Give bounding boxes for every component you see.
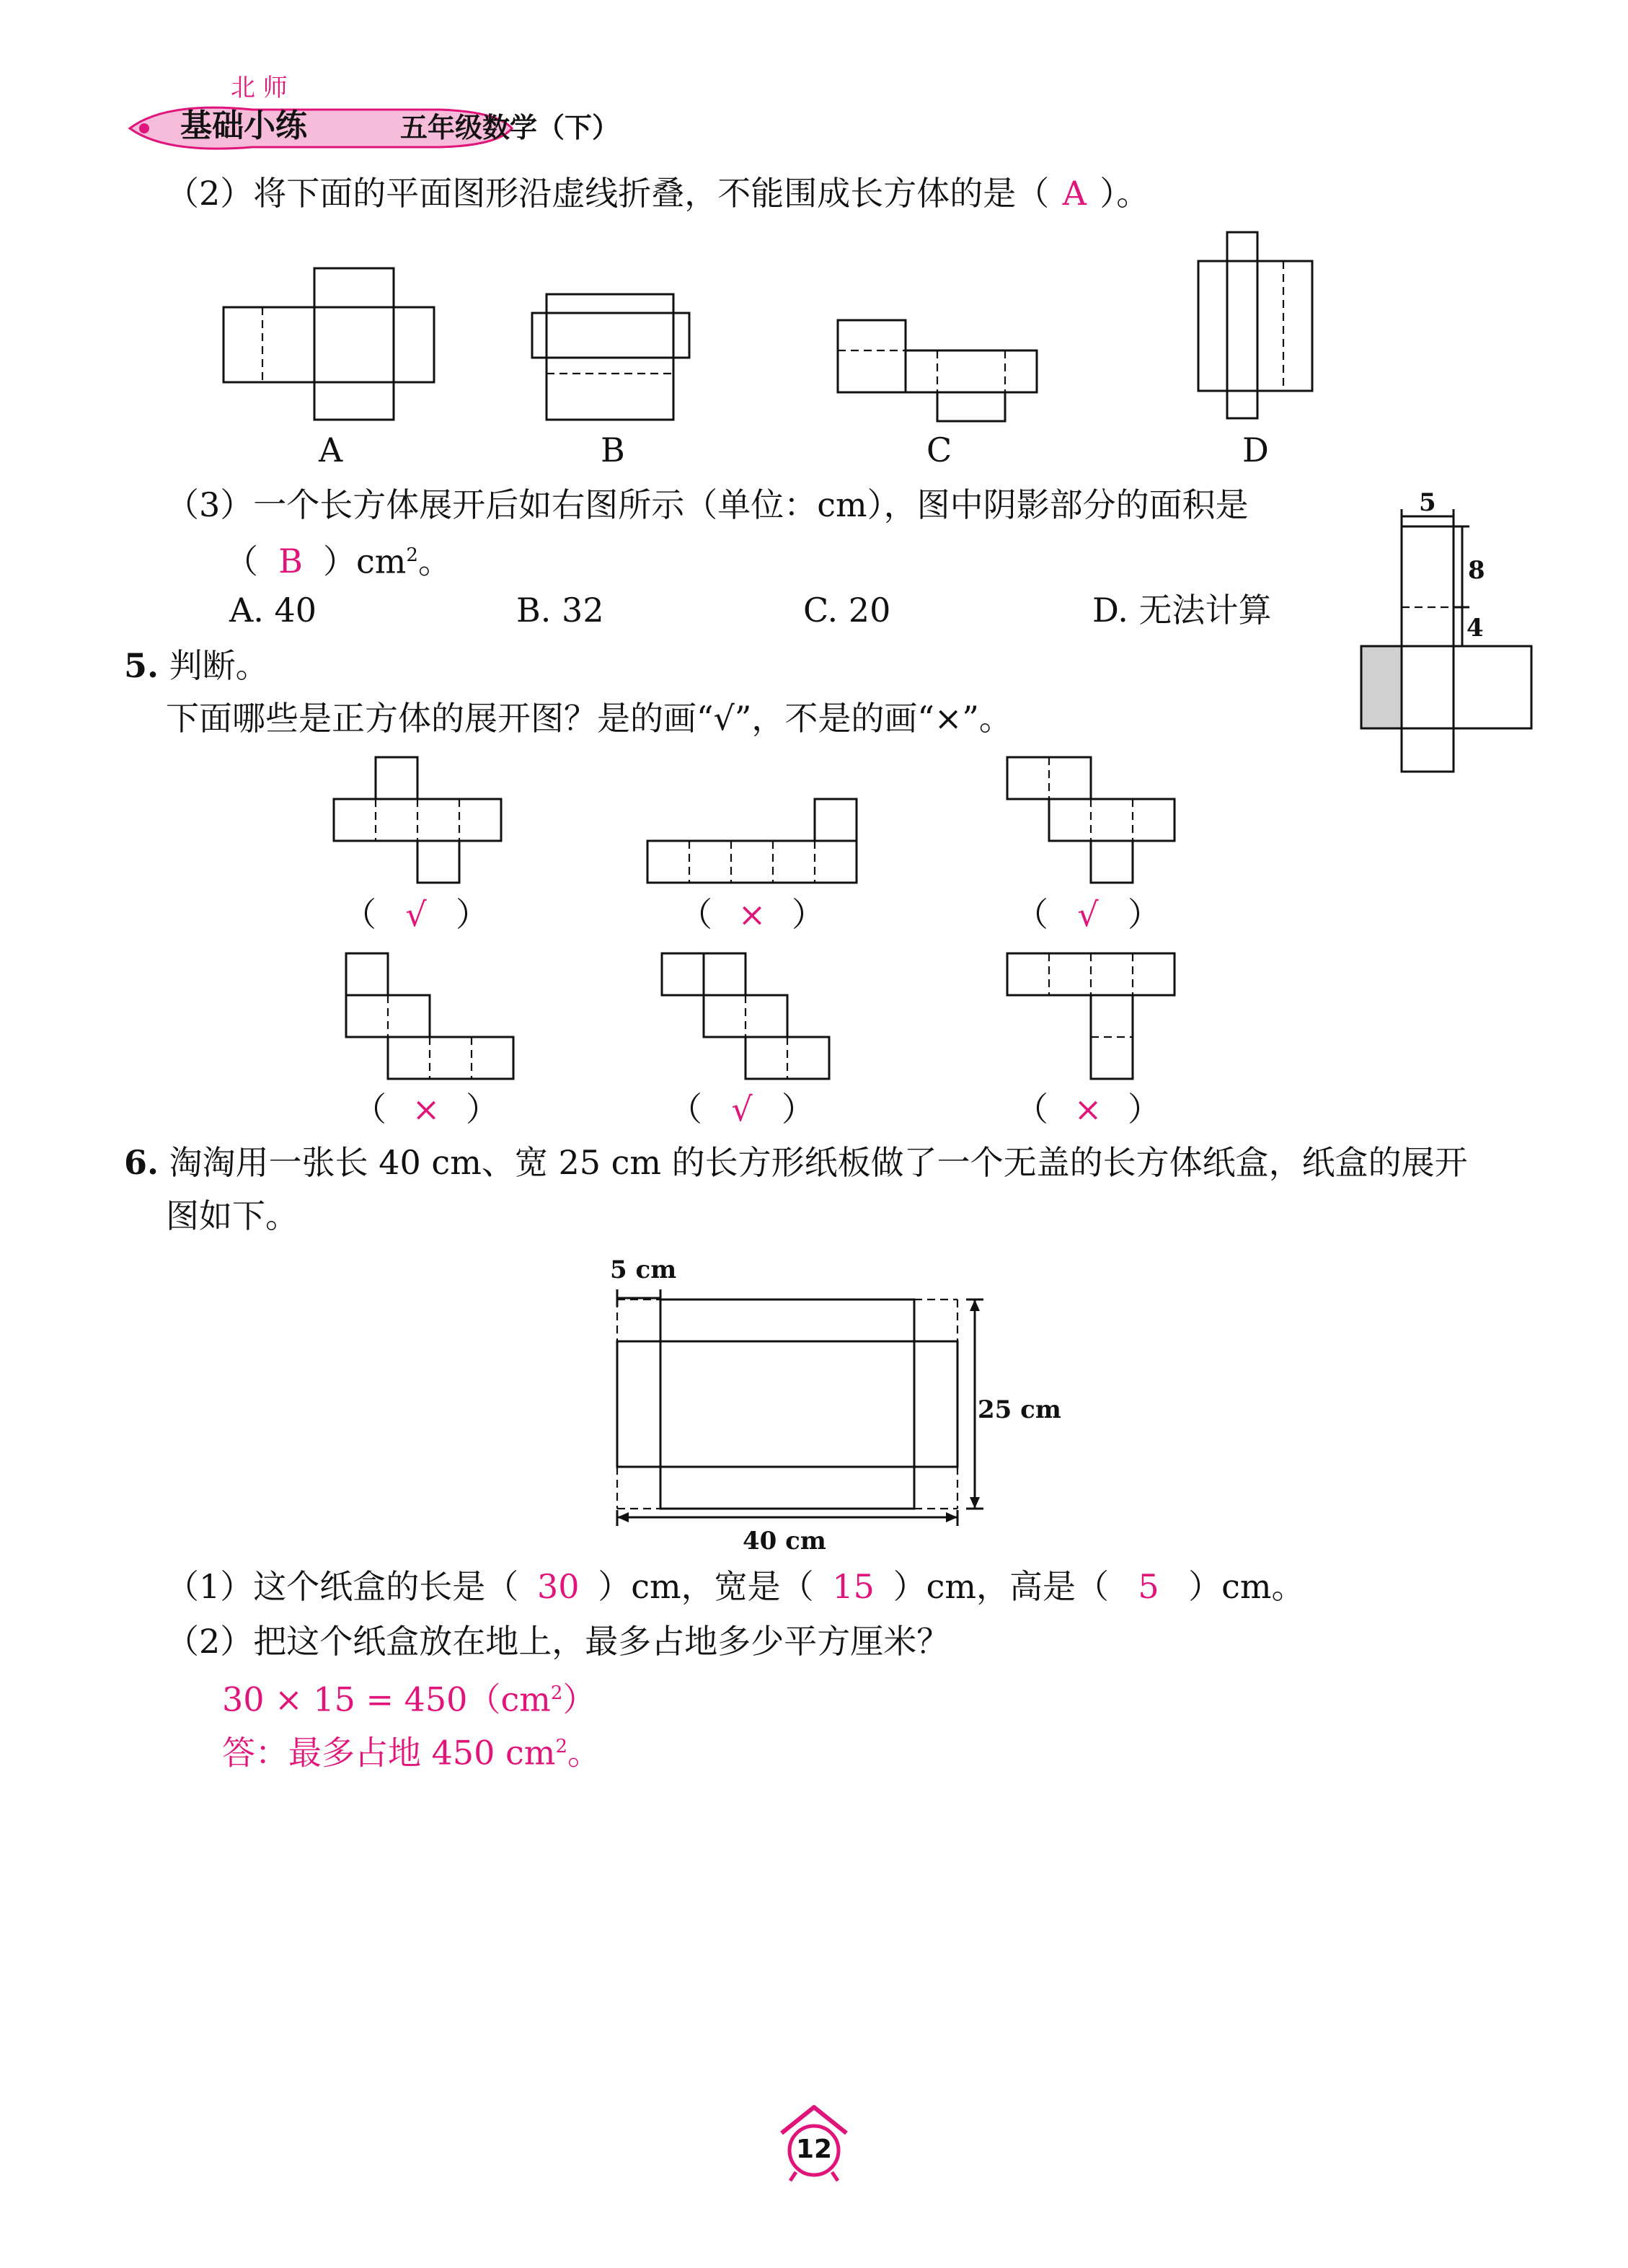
judgment-5-mark: √ xyxy=(731,1090,753,1129)
shaded-face xyxy=(1361,646,1402,728)
q5-instruction: 下面哪些是正方体的展开图？是的画“√”，不是的画“×”。 xyxy=(166,699,1012,738)
cube-net-3 xyxy=(1007,757,1180,887)
q6-line2: 图如下。 xyxy=(166,1196,298,1235)
judgment-4 xyxy=(353,1087,499,1131)
q4-2-question xyxy=(166,172,1149,215)
net-option-a-label: A xyxy=(319,431,343,469)
q4-3-question: （3）一个长方体展开后如右图所示（单位：cm），图中阴影部分的面积是 xyxy=(166,485,1249,524)
q4-3-open: （ xyxy=(225,542,258,581)
q6-text: 淘淘用一张长 40 cm、宽 25 cm 的长方形纸板做了一个无盖的长方体纸盒，纸盒的展开 xyxy=(169,1143,1468,1182)
q5-title: 判断。 xyxy=(169,646,269,685)
q6-part1 xyxy=(166,1565,1304,1608)
net-option-c-label: C xyxy=(926,431,952,469)
q4-3-choice-d: D. 无法计算 xyxy=(1092,591,1272,630)
judgment-4-close: ） xyxy=(466,1090,499,1129)
box-net-diagram xyxy=(606,1253,1110,1556)
cube-net-5 xyxy=(662,953,835,1083)
judgment-6-open: （ xyxy=(1015,1090,1048,1129)
q4-3-choice-a: A. 40 xyxy=(229,591,317,630)
judgment-5 xyxy=(669,1087,815,1131)
net-option-a xyxy=(224,268,440,427)
q6-line1 xyxy=(124,1141,1468,1184)
judgment-1 xyxy=(343,893,489,936)
q6-part2-answer xyxy=(222,1725,601,1774)
q4-3-unit: ）cm xyxy=(323,542,407,581)
q6-calc-sup: 2 xyxy=(550,1682,563,1704)
cube-net-6 xyxy=(1007,953,1180,1083)
q6-width-answer: 15 xyxy=(832,1567,875,1606)
judgment-1-open: （ xyxy=(343,895,376,934)
corner-label: 5 cm xyxy=(610,1256,677,1284)
net-option-d-label: D xyxy=(1242,431,1269,469)
net-option-c xyxy=(838,320,1054,428)
header-brand-top: 北 师 xyxy=(231,74,288,102)
q6-length-answer: 30 xyxy=(537,1567,580,1606)
header-brand-main: 基础小练 xyxy=(180,107,307,144)
net-option-b xyxy=(532,294,698,438)
cuboid-net-diagram xyxy=(1361,488,1505,772)
judgment-6-close: ） xyxy=(1128,1090,1161,1129)
net-option-d xyxy=(1198,232,1321,427)
net-option-b-label: B xyxy=(601,431,625,469)
q6-p1-a: （1）这个纸盒的长是（ xyxy=(166,1567,519,1606)
judgment-6-mark: × xyxy=(1074,1090,1102,1129)
q6-answer-end: 。 xyxy=(567,1733,601,1773)
q6-answer-sup: 2 xyxy=(555,1736,567,1757)
cube-net-1 xyxy=(334,757,507,887)
q4-3-choice-c: C. 20 xyxy=(803,591,891,630)
page-number: 12 xyxy=(795,2135,833,2164)
judgment-4-mark: × xyxy=(412,1090,441,1129)
q4-3-unit-sup: 2 xyxy=(406,544,418,566)
q4-3-choice-b: B. 32 xyxy=(516,591,604,630)
dim-8-label: 8 xyxy=(1468,556,1485,585)
q6-p1-c: ）cm，高是（ xyxy=(893,1567,1110,1606)
judgment-2-open: （ xyxy=(679,895,712,934)
judgment-5-close: ） xyxy=(782,1090,815,1129)
q6-p1-d: ）cm。 xyxy=(1188,1567,1305,1606)
cube-net-2 xyxy=(647,799,864,893)
q4-3-answer: B xyxy=(278,542,303,581)
cube-net-4 xyxy=(346,953,519,1083)
q5-heading xyxy=(124,644,269,687)
q6-part2-calc xyxy=(222,1672,596,1721)
q6-height-answer: 5 xyxy=(1138,1567,1159,1606)
q4-3-answer-line xyxy=(225,534,451,583)
judgment-2-mark: × xyxy=(738,895,766,934)
judgment-3-open: （ xyxy=(1015,895,1048,934)
q6-calc-end: ） xyxy=(562,1680,596,1719)
judgment-3-mark: √ xyxy=(1077,895,1099,934)
q4-2-prefix: （2）将下面的平面图形沿虚线折叠，不能围成长方体的是（ xyxy=(166,174,1050,213)
q6-number: 6. xyxy=(124,1143,159,1182)
judgment-2 xyxy=(679,893,825,936)
q6-p1-b: ）cm，宽是（ xyxy=(598,1567,814,1606)
dim-5-label: 5 xyxy=(1419,488,1436,517)
q4-2-suffix: ）。 xyxy=(1100,174,1150,213)
q5-number: 5. xyxy=(124,646,159,685)
q6-part2-question: （2）把这个纸盒放在地上，最多占地多少平方厘米？ xyxy=(166,1622,950,1661)
judgment-1-mark: √ xyxy=(405,895,427,934)
dim-4-label: 4 xyxy=(1466,614,1484,643)
q6-answer-text: 答：最多占地 450 cm xyxy=(222,1733,556,1773)
judgment-1-close: ） xyxy=(456,895,489,934)
q4-3-end: 。 xyxy=(417,542,451,581)
q6-calc-text: 30 × 15 = 450（cm xyxy=(222,1680,551,1719)
judgment-5-open: （ xyxy=(669,1090,702,1129)
header-subtitle: 五年级数学（下） xyxy=(400,112,620,144)
judgment-2-close: ） xyxy=(792,895,825,934)
judgment-6 xyxy=(1015,1087,1161,1131)
judgment-4-open: （ xyxy=(353,1090,386,1129)
width-label: 40 cm xyxy=(743,1527,826,1556)
q4-2-answer: A xyxy=(1062,174,1087,213)
judgment-3 xyxy=(1015,893,1161,936)
judgment-3-close: ） xyxy=(1128,895,1161,934)
height-label: 25 cm xyxy=(978,1395,1061,1424)
